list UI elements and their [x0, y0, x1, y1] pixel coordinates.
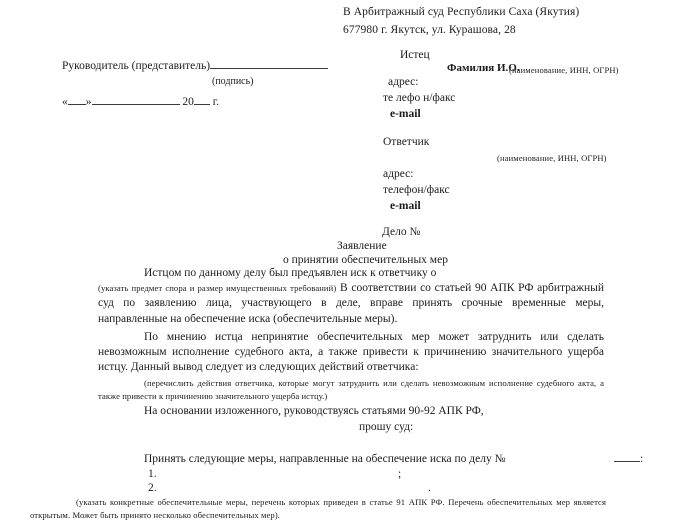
court-address-line: 677980 г. Якутск, ул. Курашова, 28	[343, 24, 516, 36]
court-name-line: В Арбитражный суд Республики Саха (Якутия)	[343, 6, 580, 18]
case-number-label: Дело №	[382, 226, 421, 238]
date-year-suffix: г.	[212, 96, 220, 108]
paragraph-one-mixed	[98, 281, 604, 327]
plaintiff-label: Истец	[400, 49, 430, 61]
defendant-label: Ответчик	[383, 136, 430, 148]
list-item-terminator: .	[428, 482, 431, 494]
plaintiff-hint: (наименование, ИНН, ОГРН)	[509, 65, 619, 75]
measures-note: (указать конкретные обеспечительные меры, перечень которых приведен в статье 91 АПК РФ. Перечень обеспечительных мер является открытым. Может быть принято несколько обеспечительных мер).	[30, 497, 606, 520]
signatory-role-label: Руководитель (представитель)	[62, 60, 211, 72]
measures-case-rule	[614, 461, 640, 462]
date-open-quote: «	[62, 96, 68, 108]
defendant-email-label: e-mail	[390, 200, 421, 212]
request-line: прошу суд:	[359, 421, 414, 433]
date-month-rule	[92, 104, 180, 105]
paragraph-one	[98, 266, 604, 327]
date-year-prefix: 20	[182, 96, 194, 108]
signatory-role-line	[62, 60, 328, 72]
paragraph-three-text: На основании изложенного, руководствуясь статьями 90-92 АПК РФ,	[144, 405, 484, 417]
list-item-terminator: ;	[398, 468, 402, 480]
date-year-rule	[194, 104, 210, 105]
defendant-phone-label: телефон/факс	[383, 184, 450, 196]
signature-rule	[210, 68, 328, 69]
document-subtitle: о принятии обеспечительных мер	[283, 254, 448, 266]
paragraph-one-rest: В соответствии со статьей 90 АПК РФ арбитражный суд по заявлению лица, участвующего в деле, вправе принять срочные временные меры, направленные на обеспечение иска (обеспечительные меры).	[98, 282, 604, 325]
date-close-quote: »	[85, 96, 92, 108]
paragraph-one-note: (указать предмет спора и размер имущественных требований)	[98, 283, 337, 294]
paragraph-one-lead: Истцом по данному делу был предъявлен иск к ответчику о	[144, 267, 437, 279]
measures-lead: Принять следующие меры, направленные на обеспечение иска по делу №	[144, 453, 506, 465]
measures-case-number-field	[614, 453, 643, 465]
document-title: Заявление	[337, 240, 387, 252]
defendant-address-label: адрес:	[383, 168, 414, 180]
paragraph-two-text: По мнению истца непринятие обеспечительных мер может затруднить или сделать невозможным исполнение судебного акта, а также привести к причинению значительного ущерба истцу. Данный вывод следует из следующих действий ответчика:	[98, 331, 604, 374]
paragraph-two	[98, 330, 604, 376]
measures-colon: :	[640, 453, 644, 465]
plaintiff-name-placeholder: Фамилия И.О.	[447, 62, 520, 74]
date-line	[62, 96, 219, 108]
plaintiff-phone-label: те лефо н/факс	[383, 92, 456, 104]
signature-caption: (подпись)	[212, 76, 254, 87]
paragraph-three	[98, 404, 604, 419]
date-day-rule	[68, 104, 86, 105]
plaintiff-email-label: e-mail	[390, 108, 421, 120]
list-item: 1.	[148, 468, 157, 480]
paragraph-two-note: (перечислить действия ответчика, которые могут затруднить или сделать невозможным исполнение судебного акта, а также привести к причинению значительного ущерба истцу.)	[98, 378, 604, 401]
defendant-hint: (наименование, ИНН, ОГРН)	[497, 153, 607, 163]
list-item: 2.	[148, 482, 157, 494]
plaintiff-address-label: адрес:	[388, 76, 419, 88]
